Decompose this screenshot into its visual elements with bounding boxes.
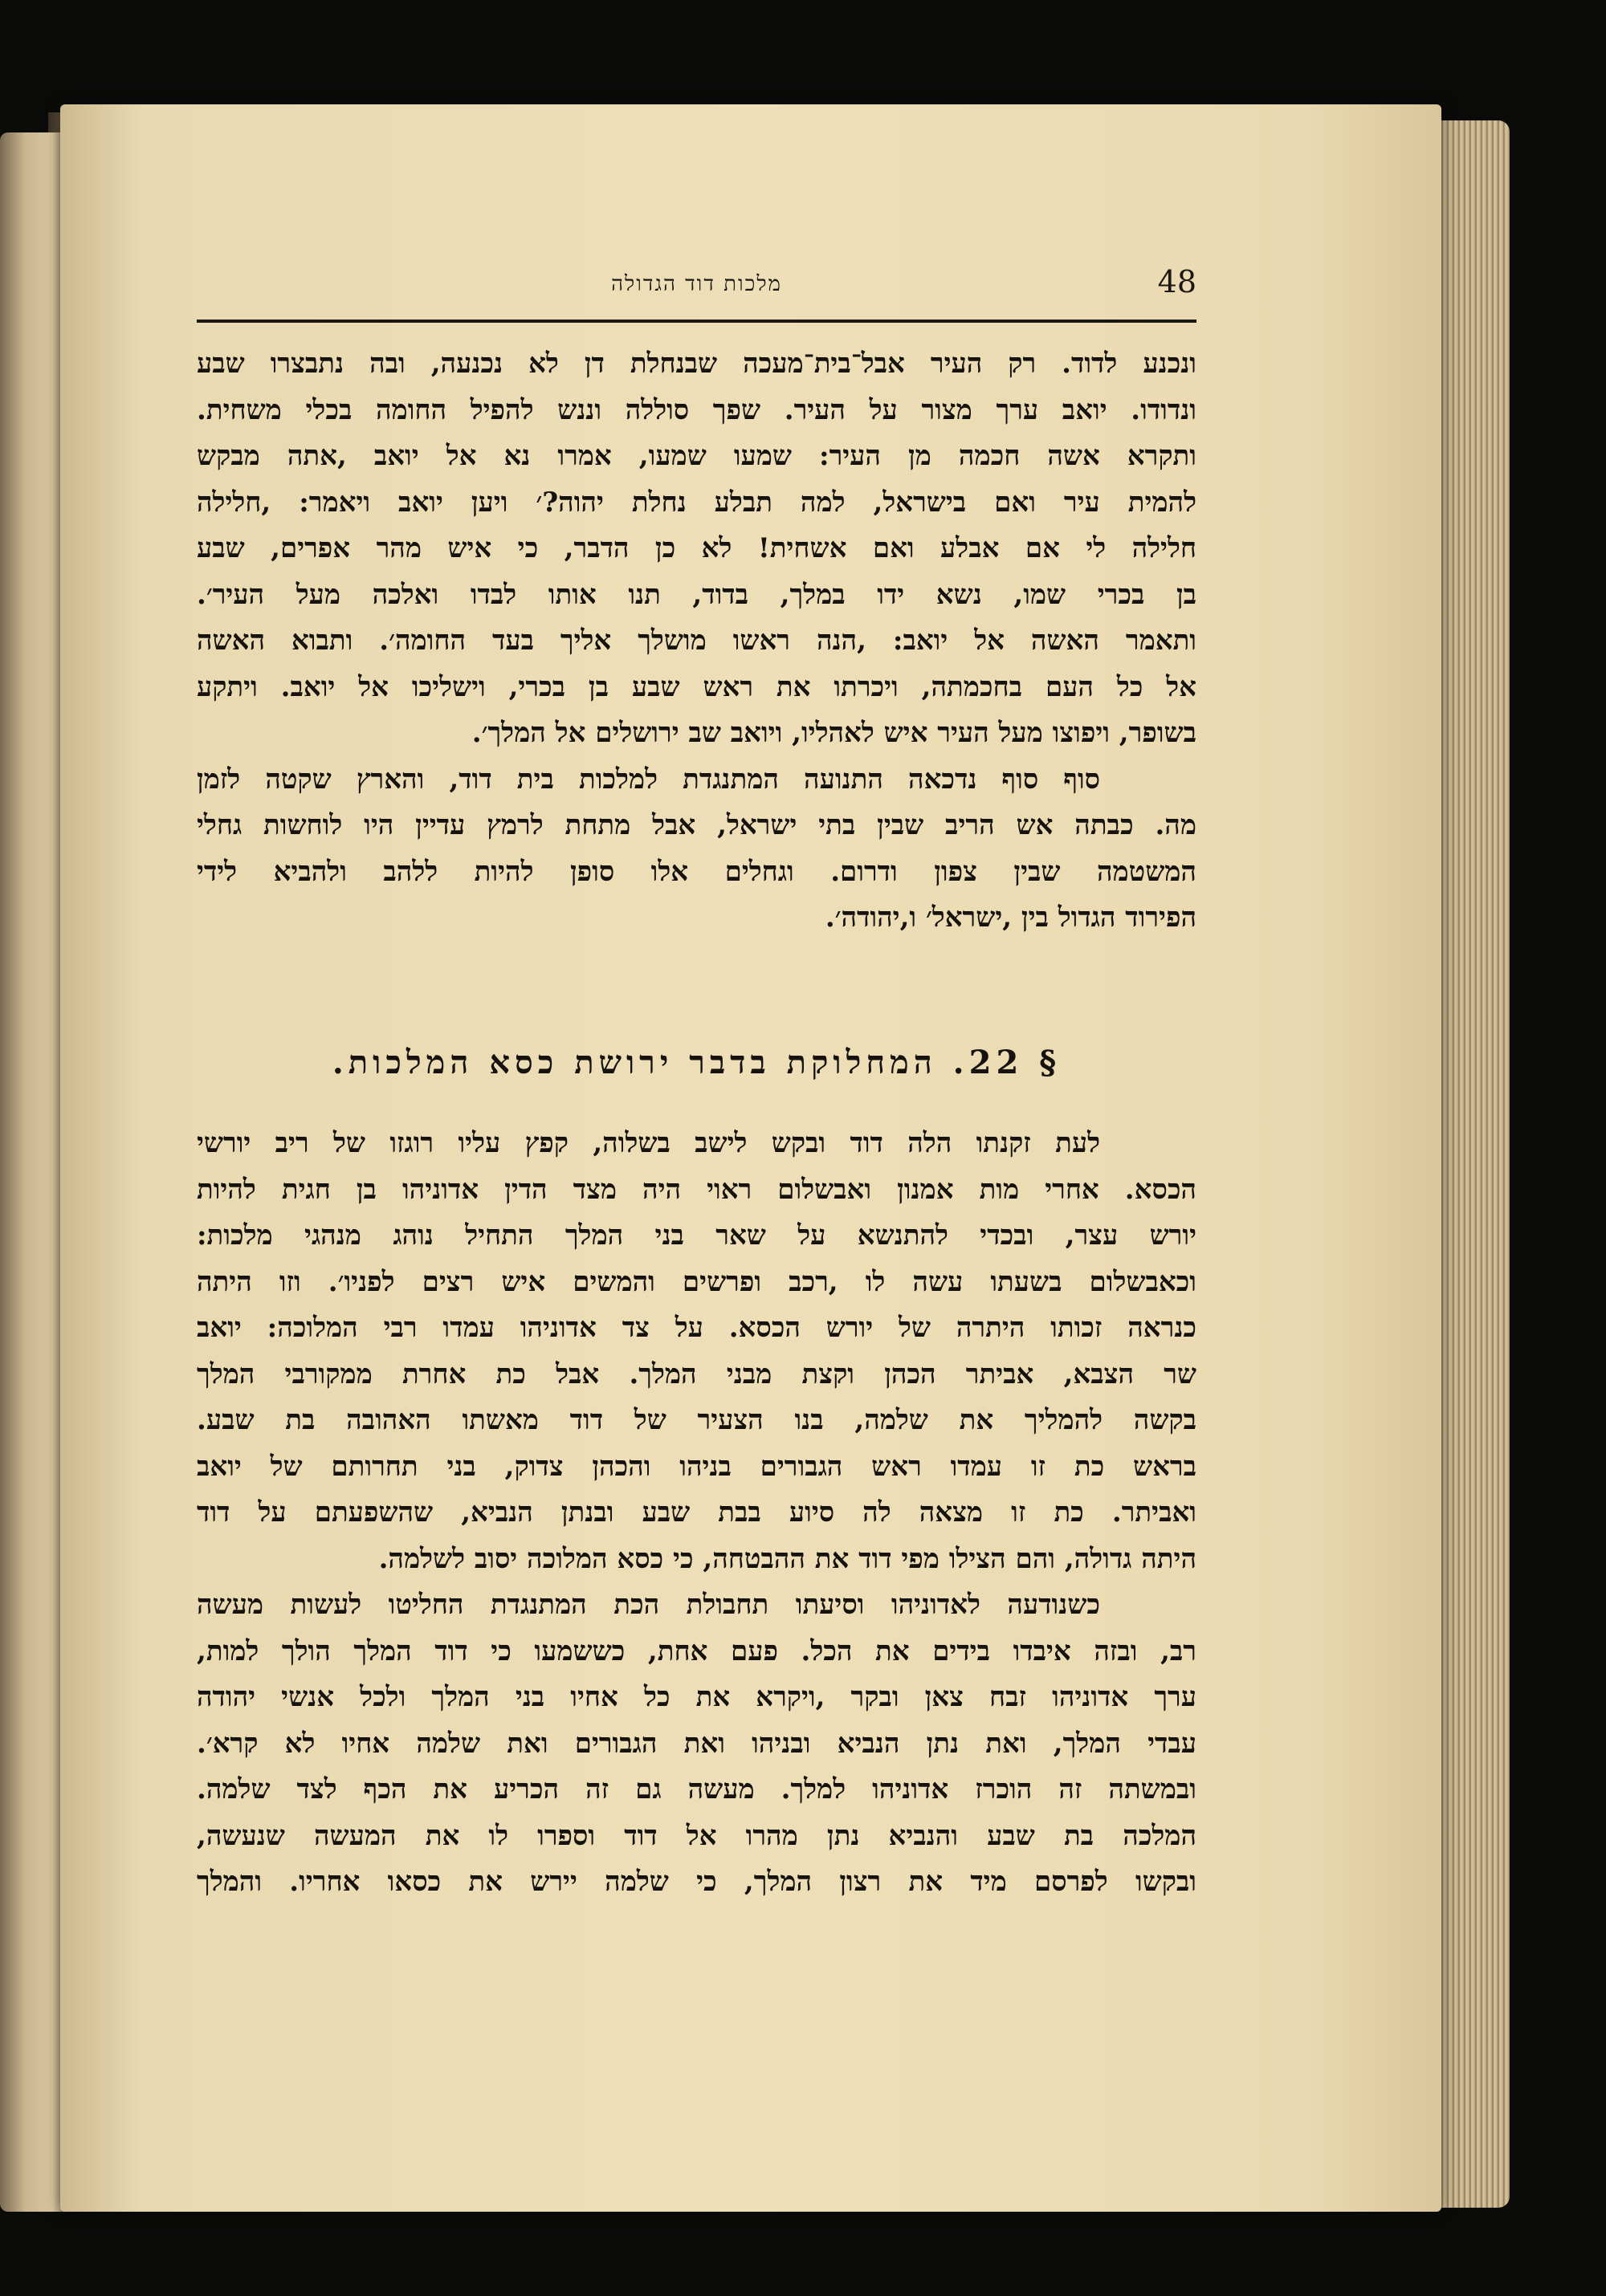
text-line: להמית עיר ואם בישראל, למה תבלע נחלת יהוה?׳ ויען יואב ויאמר: ,חלילה [197, 486, 1196, 519]
text-line: בראש כת זו עמדו ראש הגבורים בניהו והכהן צדוק, בני תחרותם של יואב [197, 1450, 1196, 1483]
text-line: בן בכרי שמו, נשא ידו במלך, בדוד, תנו אותו לבדו ואלכה מעל העיר׳. [197, 578, 1196, 611]
section-1-text [197, 341, 1196, 942]
header-rule [197, 320, 1196, 323]
text-line: לעת זקנתו הלה דוד ובקש לישב בשלוה, קפץ עליו רוגזו של ריב יורשי [197, 1127, 1100, 1159]
page-number: 48 [1157, 264, 1196, 299]
text-line: סוף סוף נדכאה התנועה המתנגדת למלכות בית דוד, והארץ שקטה לזמן [197, 763, 1100, 796]
text-line: בשופר, ויפוצו מעל העיר איש לאהליו, ויואב שב ירושלים אל המלך׳. [471, 717, 1196, 749]
text-line: ותאמר האשה אל יואב: ,הנה ראשו מושלך אליך בעד החומה׳. ותבוא האשה [197, 625, 1196, 657]
text-line: רב, ובזה איבדו בידים את הכל. פעם אחת, כששמעו כי דוד המלך הולך למות, [197, 1634, 1196, 1667]
text-line: ערך אדוניהו זבח צאן ובקר ,ויקרא את כל אחיו בני המלך ולכל אנשי יהודה [197, 1681, 1196, 1713]
text-line: ונכנע לדוד. רק העיר אבל־בית־מעכה שבנחלת דן לא נכנעה, ובה נתבצרו שבע [197, 348, 1196, 380]
running-head: מלכות דוד הגדולה [611, 272, 782, 296]
text-line: הפירוד הגדול בין ,ישראל׳ ו,יהודה׳. [825, 902, 1196, 934]
text-line: חלילה לי אם אבלע ואם אשחית! לא כן הדבר, כי איש מהר אפרים, שבע [197, 532, 1196, 564]
text-line: שר הצבא, אביתר הכהן וקצת מבני המלך. אבל כת אחרת ממקורבי המלך [197, 1358, 1196, 1390]
text-line: כשנודעה לאדוניהו וסיעתו תחבולת הכת המתנגדת החליטו לעשות מעשה [197, 1589, 1100, 1621]
text-line: ואביתר. כת זו מצאה לה סיוע בבת שבע ובנתן הנביא, שהשפעתם על דוד [197, 1496, 1196, 1529]
text-line: ונדודו. יואב ערך מצור על העיר. שפך סוללה וננש להפיל החומה בכלי משחית. [197, 393, 1196, 426]
text-line: כנראה זכותו היתרה של יורש הכסא. על צד אדוניהו עמדו רבי המלוכה: יואב [197, 1312, 1196, 1344]
text-line: הכסא. אחרי מות אמנון ואבשלום ראוי היה מצד הדין אדוניהו בן חגית להיות [197, 1173, 1196, 1206]
text-line: היתה גדולה, והם הצילו מפי דוד את ההבטחה, כי כסא המלוכה יסוב לשלמה. [378, 1542, 1196, 1575]
text-line: המלכה בת שבע והנביא נתן מהרו אל דוד וספרו לו את המעשה שנעשה, [197, 1819, 1196, 1852]
section-2-text [197, 1120, 1196, 1905]
text-line: בקשה להמליך את שלמה, בנו הצעיר של דוד מאשתו האהובה בת שבע. [197, 1404, 1196, 1436]
text-line: וכאבשלום בשעתו עשה לו ,רכב ופרשים והמשים איש רצים לפניו׳. וזו היתה [197, 1265, 1196, 1298]
page-header [197, 261, 1196, 317]
text-line: עבדי המלך, ואת נתן הנביא ובניהו ואת הגבורים ואת שלמה אחיו לא קרא׳. [197, 1727, 1196, 1760]
text-line: המשטמה שבין צפון ודרום. וגחלים אלו סופן להיות ללהב ולהביא לידי [197, 855, 1196, 888]
text-line: יורש עצר, ובכדי להתנשא על שאר בני המלך התחיל נוהג מנהגי מלכות: [197, 1219, 1196, 1252]
text-line: ותקרא אשה חכמה מן העיר: שמעו שמעו, אמרו נא אל יואב ,אתה מבקש [197, 440, 1196, 472]
text-line: אל כל העם בחכמתה, ויכרתו את ראש שבע בן בכרי, וישליכו אל יואב. ויתקע [197, 670, 1196, 703]
text-line: ובקשו לפרסם מיד את רצון המלך, כי שלמה יירש את כסאו אחריו. והמלך [197, 1866, 1196, 1898]
section-heading: § 22. המחלוקת בדבר ירושת כסא המלכות. [332, 1044, 1062, 1081]
text-line: מה. כבתה אש הריב שבין בתי ישראל, אבל מתחת לרמץ עדיין היו לוחשות גחלי [197, 809, 1196, 841]
text-line: ובמשתה זה הוכרז אדוניהו למלך. מעשה גם זה הכריע את הכף לצד שלמה. [197, 1773, 1196, 1805]
